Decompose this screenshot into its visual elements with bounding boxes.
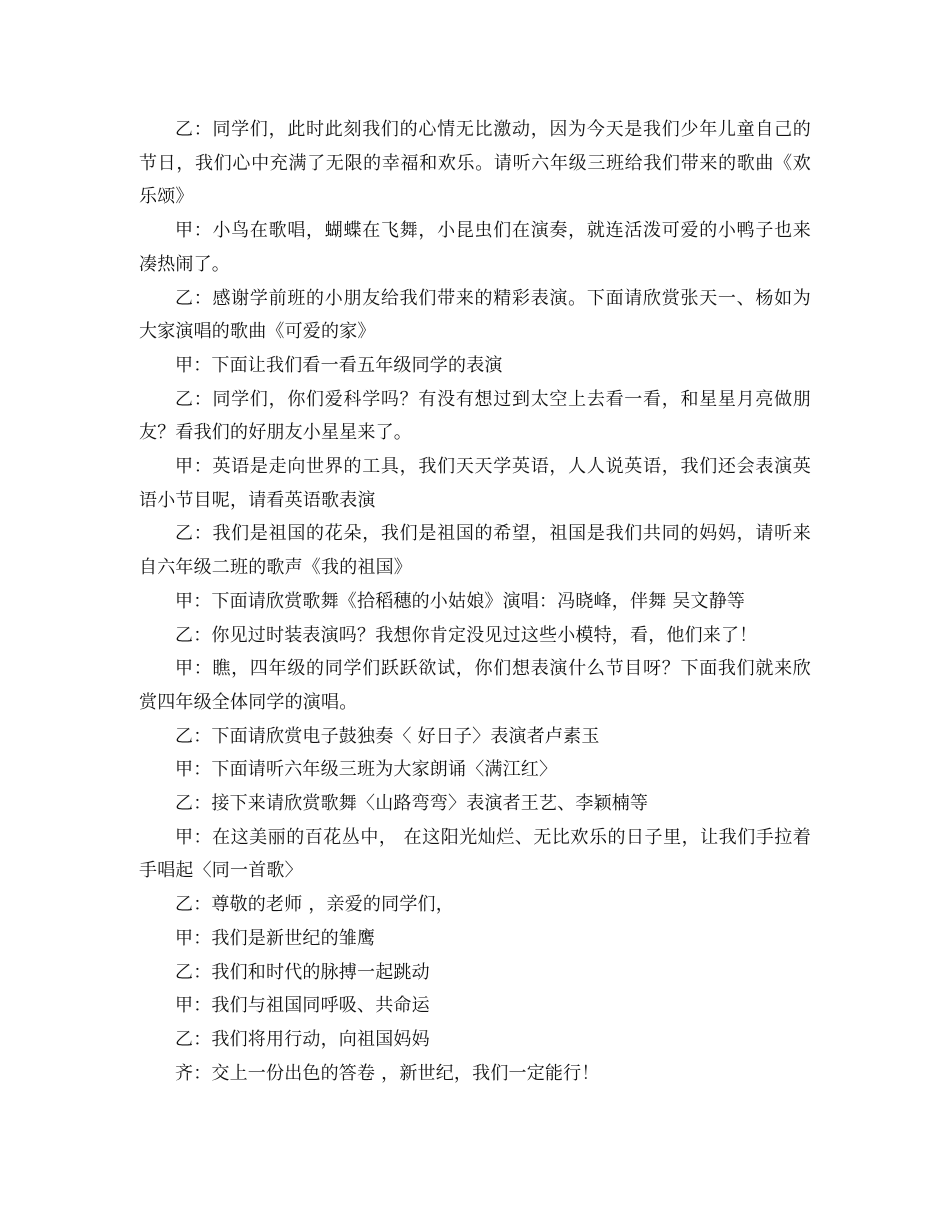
paragraph: 齐：交上一份出色的答卷 ，新世纪，我们一定能行！ bbox=[175, 1062, 600, 1084]
paragraph: 乙：我们将用行动，向祖国妈妈 bbox=[175, 1028, 430, 1050]
paragraph: 甲：下面请欣赏歌舞《拾稻穗的小姑娘》演唱：冯晓峰，伴舞 吴文静等 bbox=[175, 590, 746, 612]
paragraph: 乙：下面请欣赏电子鼓独奏〈 好日子〉表演者卢素玉 bbox=[175, 725, 600, 747]
paragraph: 乙：尊敬的老师 ，亲爱的同学们， bbox=[175, 894, 454, 916]
paragraph: 乙：我们是祖国的花朵，我们是祖国的希望，祖国是我们共同的妈妈，请听来自六年级二班的歌声《我的祖国》 bbox=[139, 523, 811, 579]
paragraph: 甲：下面请听六年级三班为大家朗诵〈满江红〉 bbox=[175, 759, 558, 781]
paragraph: 甲：在这美丽的百花丛中， 在这阳光灿烂、无比欢乐的日子里，让我们手拉着手唱起〈同一首歌〉 bbox=[139, 826, 811, 882]
paragraph: 乙：同学们，你们爱科学吗？有没有想过到太空上去看一看，和星星月亮做朋友？看我们的好朋友小星星来了。 bbox=[139, 388, 811, 444]
paragraph: 甲：下面让我们看一看五年级同学的表演 bbox=[175, 354, 503, 376]
paragraph: 甲：我们是新世纪的雏鹰 bbox=[175, 927, 376, 949]
paragraph: 乙：接下来请欣赏歌舞〈山路弯弯〉表演者王艺、李颖楠等 bbox=[175, 793, 649, 815]
paragraph: 甲：小鸟在歌唱，蝴蝶在飞舞，小昆虫们在演奏，就连活泼可爱的小鸭子也来凑热闹了。 bbox=[139, 220, 811, 275]
paragraph: 乙：感谢学前班的小朋友给我们带来的精彩表演。下面请欣赏张天一、杨如为大家演唱的歌曲《可爱的家》 bbox=[139, 287, 811, 343]
paragraph: 乙：我们和时代的脉搏一起跳动 bbox=[175, 961, 430, 983]
paragraph: 乙：你见过时装表演吗？我想你肯定没见过这些小模特，看，他们来了！ bbox=[175, 624, 758, 646]
paragraph: 甲：我们与祖国同呼吸、共命运 bbox=[175, 995, 430, 1017]
paragraph: 甲：瞧，四年级的同学们跃跃欲试，你们想表演什么节目呀？下面我们就来欣赏四年级全体同学的演唱。 bbox=[139, 658, 811, 713]
paragraph: 甲：英语是走向世界的工具，我们天天学英语，人人说英语，我们还会表演英语小节目呢，请看英语歌表演 bbox=[139, 456, 811, 511]
paragraph: 乙：同学们，此时此刻我们的心情无比激动，因为今天是我们少年儿童自己的节日，我们心中充满了无限的幸福和欢乐。请听六年级三班给我们带来的歌曲《欢乐颂》 bbox=[139, 119, 811, 208]
